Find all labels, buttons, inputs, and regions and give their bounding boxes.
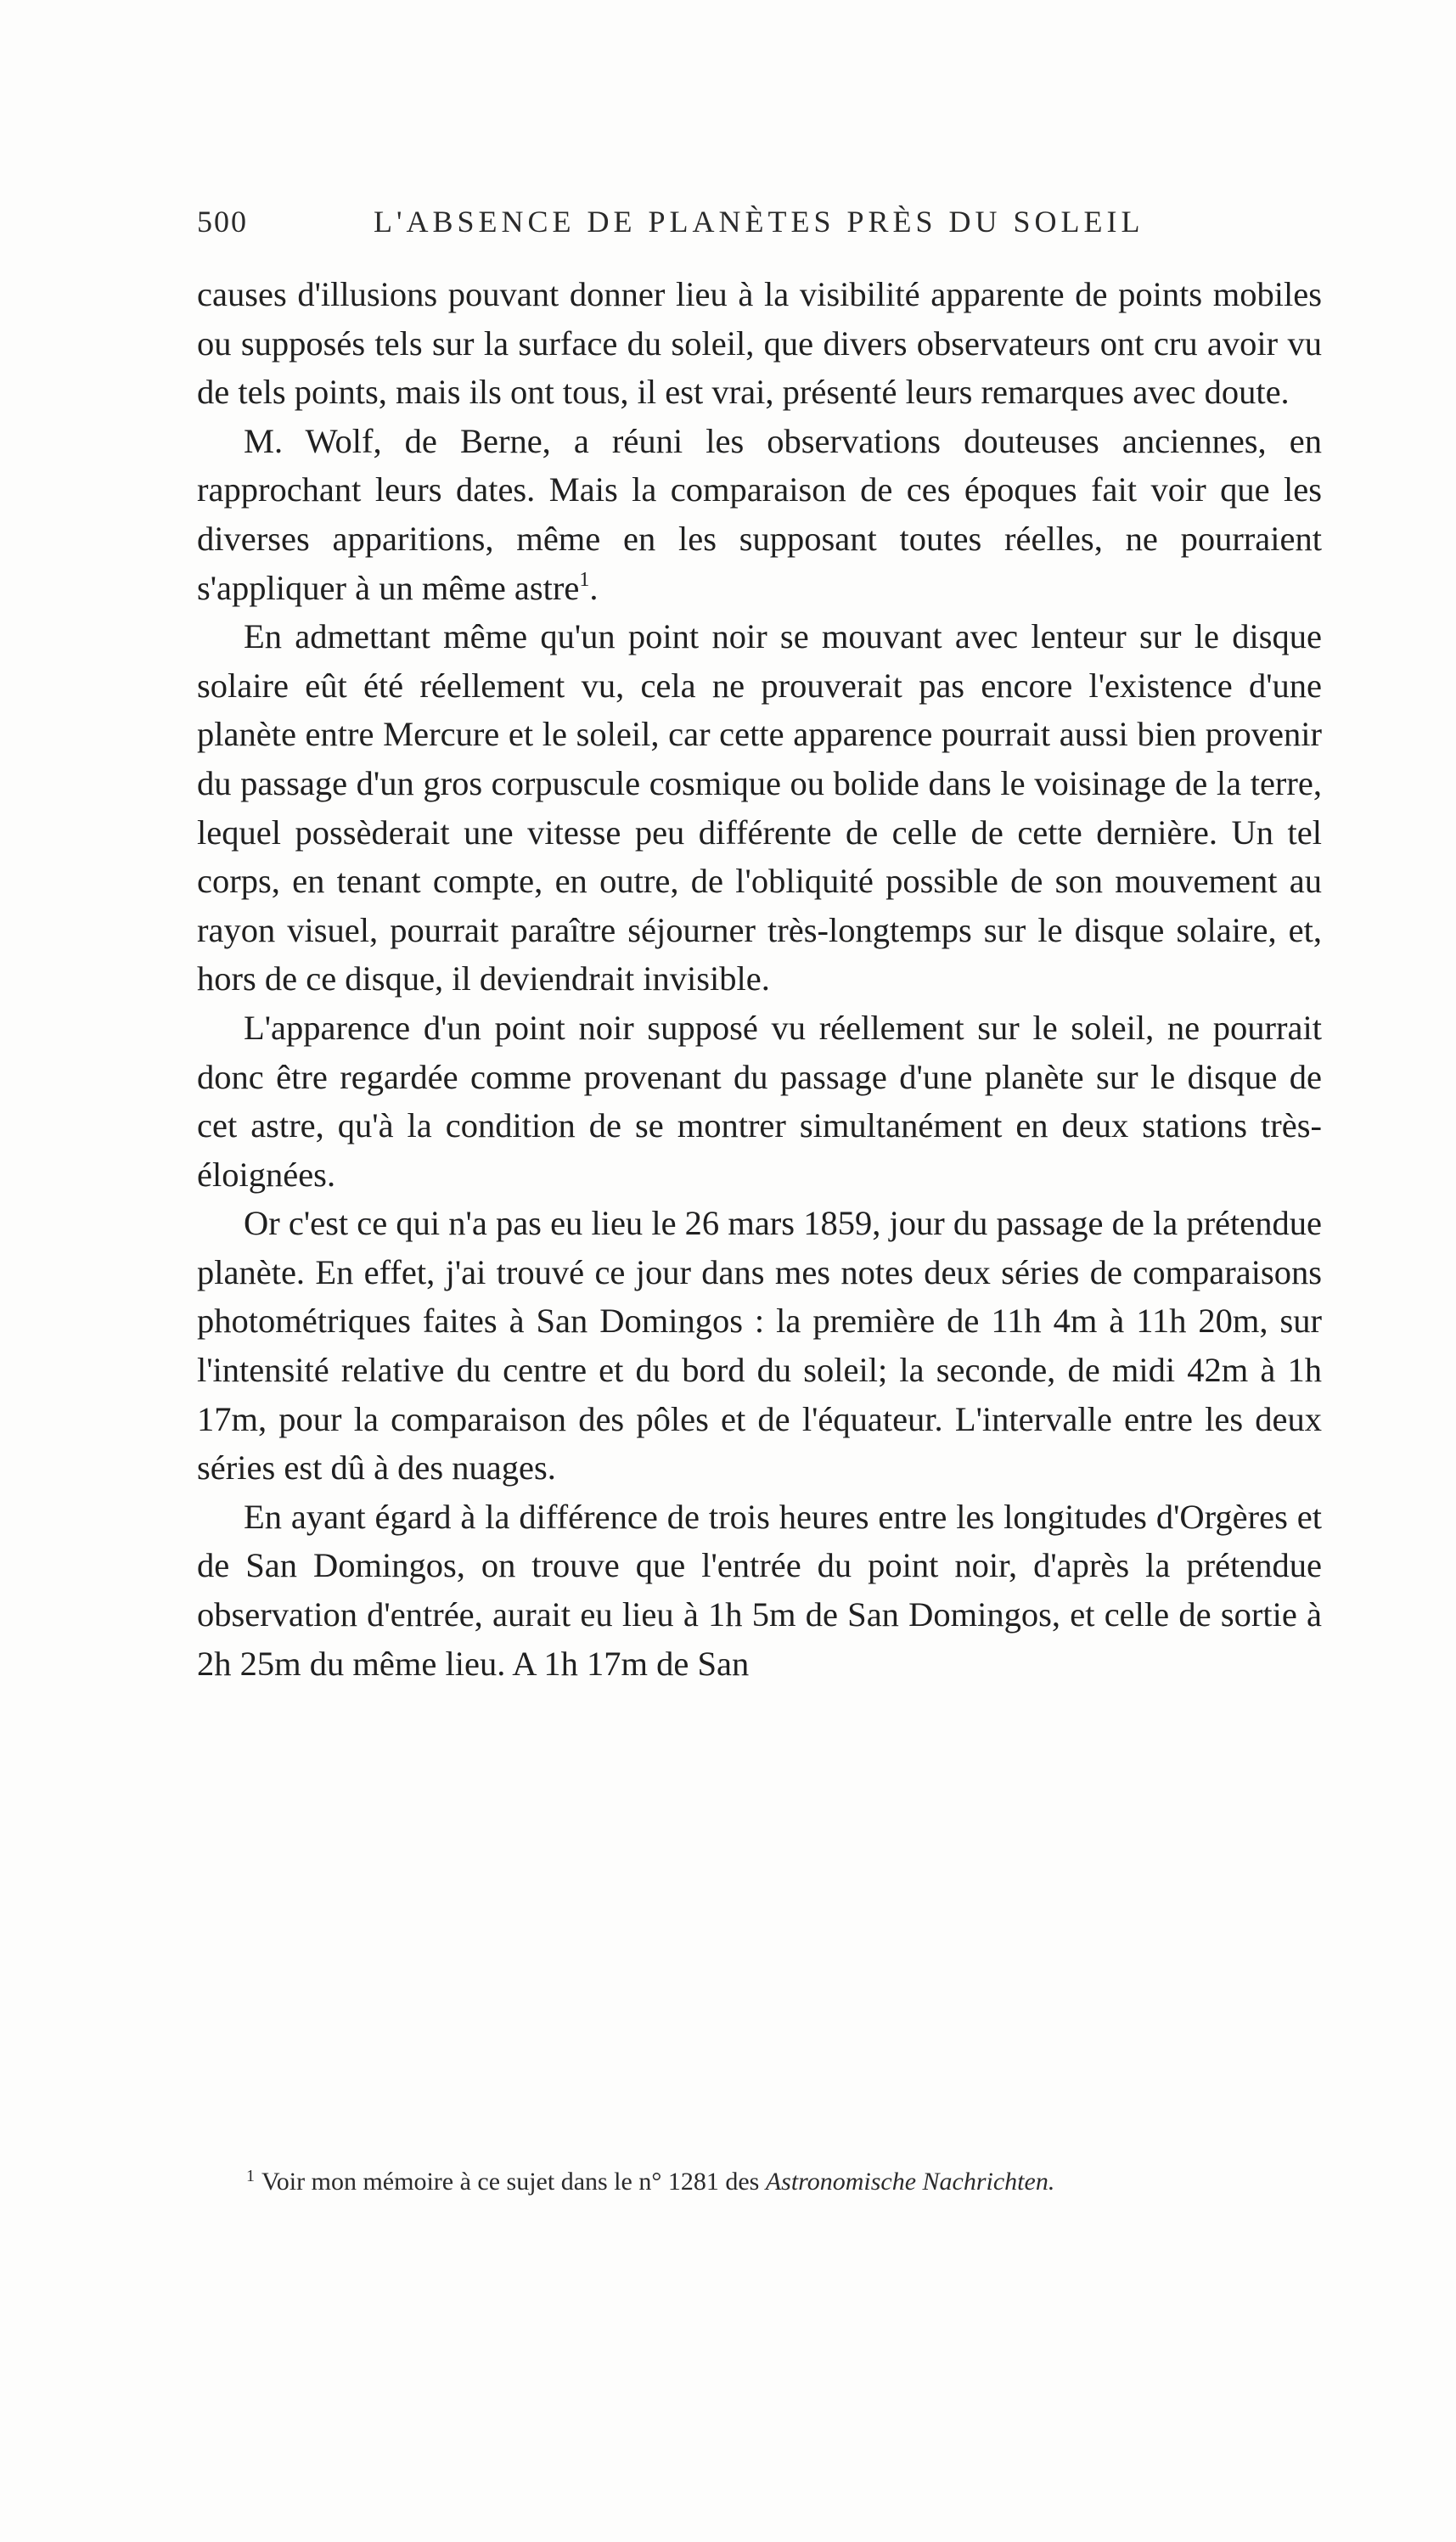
footnote-mark: 1 xyxy=(246,2167,255,2185)
paragraph-text: L'apparence d'un point noir supposé vu réellement sur le soleil, ne pourrait donc être regardée comme provenant du passage d'une planète sur le disque de cet astre, qu'à la condition de se montrer simultanément en deux stations très-éloignées. xyxy=(197,1008,1322,1194)
paragraph xyxy=(197,1004,1322,1199)
paragraph xyxy=(197,417,1322,612)
footnote xyxy=(246,2165,1316,2199)
footnote-source: Astronomische Nachrichten. xyxy=(765,2168,1055,2196)
page-number: 500 xyxy=(197,205,248,239)
paragraph-end: . xyxy=(589,568,599,607)
paragraph-text: En admettant même qu'un point noir se mouvant avec lenteur sur le disque solaire eût été réellement vu, cela ne prouverait pas encore l'existence d'une planète entre Mercure et le soleil, car cette apparence pourrait aussi bien provenir du passage d'un gros corpuscule cosmique ou bolide dans le voisinage de la terre, lequel possèderait une vitesse peu différente de celle de cette dernière. Un tel corps, en tenant compte, en outre, de l'obliquité possible de son mouvement au rayon visuel, pourrait paraître séjourner très-longtemps sur le disque solaire, et, hors de ce disque, il deviendrait invisible. xyxy=(197,617,1322,998)
page-header xyxy=(197,204,1322,246)
paragraph xyxy=(197,1199,1322,1493)
paragraph-text: M. Wolf, de Berne, a réuni les observations douteuses anciennes, en rapprochant leurs dates. Mais la comparaison de ces époques fait voir que les diverses apparitions, même en les supposant toutes réelles, ne pourraient s'appliquer à un même astre xyxy=(197,421,1322,607)
body-text xyxy=(197,270,1322,1688)
paragraph xyxy=(197,1493,1322,1688)
paragraph xyxy=(197,612,1322,1004)
paragraph-text: Or c'est ce qui n'a pas eu lieu le 26 mars 1859, jour du passage de la prétendue planète. En effet, j'ai trouvé ce jour dans mes notes deux séries de comparaisons photométriques faites à San Domingos : la première de 11h 4m à 11h 20m, sur l'intensité relative du centre et du bord du soleil; la seconde, de midi 42m à 1h 17m, pour la comparaison des pôles et de l'équateur. L'intervalle entre les deux séries est dû à des nuages. xyxy=(197,1204,1322,1488)
running-title: L'ABSENCE DE PLANÈTES PRÈS DU SOLEIL xyxy=(374,205,1144,239)
footnote-reference[interactable]: 1 xyxy=(579,568,590,591)
paragraph-text: causes d'illusions pouvant donner lieu à la visibilité apparente de points mobiles ou supposés tels sur la surface du soleil, que divers observateurs ont cru avoir vu de tels points, mais ils ont tous, il est vrai, présenté leurs remarques avec doute. xyxy=(197,275,1322,412)
paragraph xyxy=(197,270,1322,417)
paragraph-text: En ayant égard à la différence de trois heures entre les longitudes d'Orgères et de San Domingos, on trouve que l'entrée du point noir, d'après la prétendue observation d'entrée, aurait eu lieu à 1h 5m de San Domingos, et celle de sortie à 2h 25m du même lieu. A 1h 17m de San xyxy=(197,1497,1322,1683)
footnote-text: Voir mon mémoire à ce sujet dans le n° 1281 des xyxy=(261,2168,766,2196)
